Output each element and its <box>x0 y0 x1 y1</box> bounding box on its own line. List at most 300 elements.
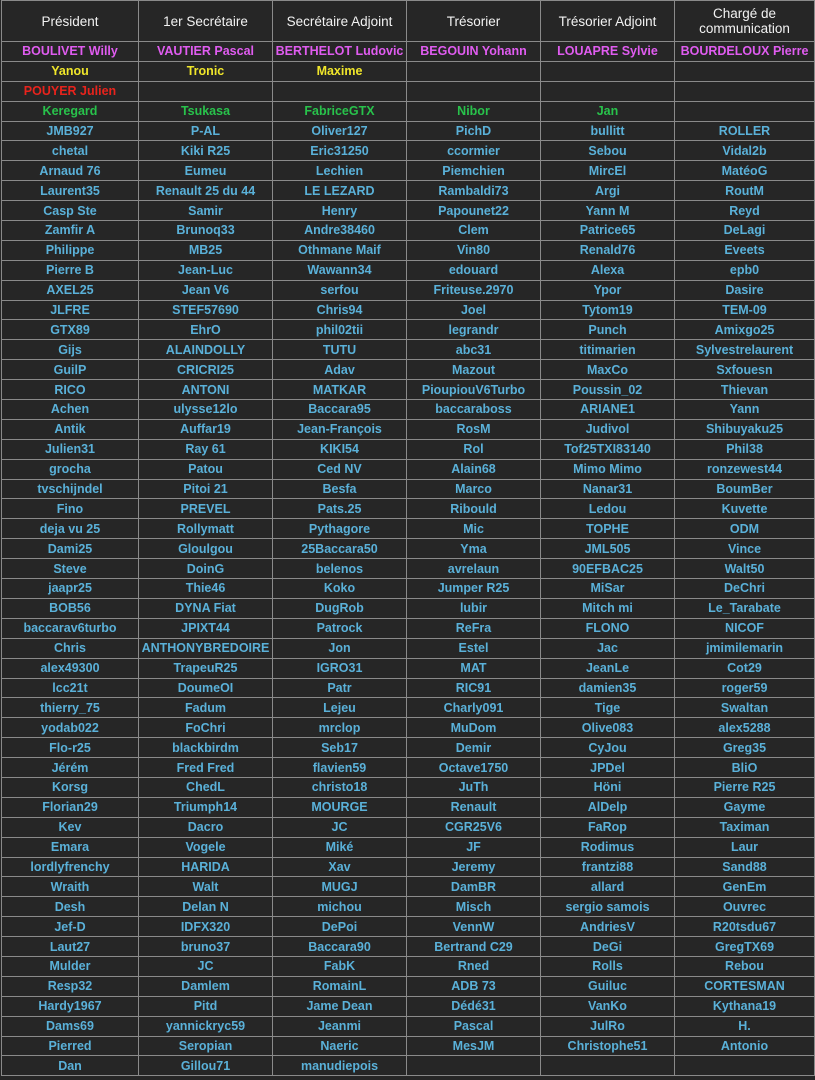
table-cell: sergio samois <box>541 897 675 917</box>
table-cell: MircEl <box>541 161 675 181</box>
table-cell: FabriceGTX <box>273 101 407 121</box>
table-cell: BOULIVET Willy <box>2 42 139 62</box>
table-cell: Eric31250 <box>273 141 407 161</box>
table-row <box>2 439 815 459</box>
table-cell: Joel <box>407 300 541 320</box>
table-cell: Gillou71 <box>139 1056 273 1076</box>
table-cell: Ribould <box>407 499 541 519</box>
table-cell: Besfa <box>273 479 407 499</box>
table-cell: Sebou <box>541 141 675 161</box>
table-row <box>2 797 815 817</box>
table-row <box>2 917 815 937</box>
table-cell: JMB927 <box>2 121 139 141</box>
table-cell: RosM <box>407 419 541 439</box>
table-cell: Gijs <box>2 340 139 360</box>
table-row <box>2 42 815 62</box>
table-cell: Bertrand C29 <box>407 937 541 957</box>
table-cell: Renald76 <box>541 240 675 260</box>
table-cell: lubir <box>407 598 541 618</box>
table-cell: Renault 25 du 44 <box>139 181 273 201</box>
table-cell: Mulder <box>2 956 139 976</box>
table-cell: jaapr25 <box>2 579 139 599</box>
table-cell <box>139 81 273 101</box>
table-cell: TEM-09 <box>675 300 815 320</box>
header-row <box>2 1 815 42</box>
table-cell: ANTONI <box>139 380 273 400</box>
table-cell: Fadum <box>139 698 273 718</box>
table-cell: PioupiouV6Turbo <box>407 380 541 400</box>
table-cell: JLFRE <box>2 300 139 320</box>
table-row <box>2 380 815 400</box>
table-cell: FabK <box>273 956 407 976</box>
table-cell: AXEL25 <box>2 280 139 300</box>
table-cell: FaRop <box>541 817 675 837</box>
table-cell: IDFX320 <box>139 917 273 937</box>
table-cell: Yann <box>675 400 815 420</box>
table-row <box>2 400 815 420</box>
table-cell: IGRO31 <box>273 658 407 678</box>
table-cell: Steve <box>2 559 139 579</box>
table-cell: MiSar <box>541 579 675 599</box>
table-cell: Clem <box>407 221 541 241</box>
table-cell: GregTX69 <box>675 937 815 957</box>
table-cell: DugRob <box>273 598 407 618</box>
table-cell: Dacro <box>139 817 273 837</box>
table-cell: Patr <box>273 678 407 698</box>
table-cell: manudiepois <box>273 1056 407 1076</box>
table-cell: deja vu 25 <box>2 519 139 539</box>
table-cell: Jean-Luc <box>139 260 273 280</box>
table-cell: abc31 <box>407 340 541 360</box>
table-cell: Tsukasa <box>139 101 273 121</box>
table-cell: Kythana19 <box>675 996 815 1016</box>
table-cell: Poussin_02 <box>541 380 675 400</box>
table-cell: KIKI54 <box>273 439 407 459</box>
table-row <box>2 519 815 539</box>
table-row <box>2 240 815 260</box>
table-row <box>2 260 815 280</box>
table-cell: Antonio <box>675 1036 815 1056</box>
table-cell: Pierre R25 <box>675 777 815 797</box>
table-cell: Maxime <box>273 61 407 81</box>
table-cell: Delan N <box>139 897 273 917</box>
table-cell: edouard <box>407 260 541 280</box>
table-cell: Adav <box>273 360 407 380</box>
table-cell: Emara <box>2 837 139 857</box>
table-cell: Jeanmi <box>273 1016 407 1036</box>
table-cell: PREVEL <box>139 499 273 519</box>
table-cell: tvschijndel <box>2 479 139 499</box>
table-cell: christo18 <box>273 777 407 797</box>
table-cell: bullitt <box>541 121 675 141</box>
table-row <box>2 618 815 638</box>
table-cell: BOURDELOUX Pierre <box>675 42 815 62</box>
table-cell: alex5288 <box>675 718 815 738</box>
table-cell: Jac <box>541 638 675 658</box>
table-cell: Baccara95 <box>273 400 407 420</box>
table-cell <box>675 61 815 81</box>
table-row <box>2 996 815 1016</box>
table-cell: Thievan <box>675 380 815 400</box>
table-cell: Gayme <box>675 797 815 817</box>
table-row <box>2 897 815 917</box>
table-cell: BEGOUIN Yohann <box>407 42 541 62</box>
table-cell: Jon <box>273 638 407 658</box>
table-cell: Vidal2b <box>675 141 815 161</box>
table-cell: Friteuse.2970 <box>407 280 541 300</box>
table-cell: Tytom19 <box>541 300 675 320</box>
table-cell: Henry <box>273 201 407 221</box>
table-cell: AndriesV <box>541 917 675 937</box>
table-cell: H. <box>675 1016 815 1036</box>
table-cell: Baccara90 <box>273 937 407 957</box>
table-cell: ccormier <box>407 141 541 161</box>
table-cell: MUGJ <box>273 877 407 897</box>
table-row <box>2 678 815 698</box>
header-treasurer: Trésorier <box>407 1 541 42</box>
table-cell: Tof25TXI83140 <box>541 439 675 459</box>
table-row <box>2 499 815 519</box>
table-cell: Samir <box>139 201 273 221</box>
table-cell: Pats.25 <box>273 499 407 519</box>
table-cell: JuTh <box>407 777 541 797</box>
table-row <box>2 101 815 121</box>
header-deputy-treasurer: Trésorier Adjoint <box>541 1 675 42</box>
table-cell: BERTHELOT Ludovic <box>273 42 407 62</box>
table-cell: Olive083 <box>541 718 675 738</box>
table-cell: POUYER Julien <box>2 81 139 101</box>
table-row <box>2 300 815 320</box>
table-row <box>2 61 815 81</box>
table-cell: Argi <box>541 181 675 201</box>
table-row <box>2 817 815 837</box>
table-cell: ODM <box>675 519 815 539</box>
table-cell: serfou <box>273 280 407 300</box>
table-cell: lordlyfrenchy <box>2 857 139 877</box>
table-cell: VennW <box>407 917 541 937</box>
table-cell: JC <box>273 817 407 837</box>
table-cell: Kuvette <box>675 499 815 519</box>
table-cell: Resp32 <box>2 976 139 996</box>
table-cell: JC <box>139 956 273 976</box>
table-cell: Julien31 <box>2 439 139 459</box>
table-row <box>2 877 815 897</box>
table-cell: ALAINDOLLY <box>139 340 273 360</box>
table-cell: Le_Tarabate <box>675 598 815 618</box>
table-cell: MAT <box>407 658 541 678</box>
table-cell: Jean V6 <box>139 280 273 300</box>
table-cell: Judivol <box>541 419 675 439</box>
table-cell: Hardy1967 <box>2 996 139 1016</box>
table-cell: Chris <box>2 638 139 658</box>
table-cell: Cot29 <box>675 658 815 678</box>
table-cell: DYNA Fiat <box>139 598 273 618</box>
table-cell: Pierred <box>2 1036 139 1056</box>
table-row <box>2 976 815 996</box>
table-cell: Vin80 <box>407 240 541 260</box>
table-cell: Rebou <box>675 956 815 976</box>
table-row <box>2 638 815 658</box>
table-row <box>2 718 815 738</box>
table-row <box>2 121 815 141</box>
table-cell: Jan <box>541 101 675 121</box>
table-cell: Fino <box>2 499 139 519</box>
table-cell: Yanou <box>2 61 139 81</box>
table-cell: Tige <box>541 698 675 718</box>
table-cell: Swaltan <box>675 698 815 718</box>
table-row <box>2 598 815 618</box>
table-cell: Ray 61 <box>139 439 273 459</box>
table-row <box>2 658 815 678</box>
table-cell: BoumBer <box>675 479 815 499</box>
table-cell: Jérém <box>2 758 139 778</box>
table-cell: MaxCo <box>541 360 675 380</box>
table-cell: Rambaldi73 <box>407 181 541 201</box>
table-cell: JML505 <box>541 539 675 559</box>
table-cell: ChedL <box>139 777 273 797</box>
table-cell: Damlem <box>139 976 273 996</box>
header-deputy-secretary: Secrétaire Adjoint <box>273 1 407 42</box>
table-cell: TrapeuR25 <box>139 658 273 678</box>
table-cell: DoumeOI <box>139 678 273 698</box>
table-row <box>2 758 815 778</box>
table-cell: Charly091 <box>407 698 541 718</box>
table-cell: ADB 73 <box>407 976 541 996</box>
table-cell: Dan <box>2 1056 139 1076</box>
table-cell: Ypor <box>541 280 675 300</box>
table-cell: Rolls <box>541 956 675 976</box>
table-cell: ulysse12lo <box>139 400 273 420</box>
table-cell: LE LEZARD <box>273 181 407 201</box>
table-cell: LOUAPRE Sylvie <box>541 42 675 62</box>
table-cell: Pitd <box>139 996 273 1016</box>
table-cell: Nanar31 <box>541 479 675 499</box>
table-row <box>2 937 815 957</box>
table-cell: blackbirdm <box>139 738 273 758</box>
table-row <box>2 559 815 579</box>
table-cell: epb0 <box>675 260 815 280</box>
table-cell: baccaraboss <box>407 400 541 420</box>
table-cell: RoutM <box>675 181 815 201</box>
table-cell: Amixgo25 <box>675 320 815 340</box>
table-cell: allard <box>541 877 675 897</box>
table-cell: Estel <box>407 638 541 658</box>
table-cell: Patrock <box>273 618 407 638</box>
table-cell: Seb17 <box>273 738 407 758</box>
table-cell: FoChri <box>139 718 273 738</box>
table-cell: CORTESMAN <box>675 976 815 996</box>
table-cell: BliO <box>675 758 815 778</box>
table-cell: MesJM <box>407 1036 541 1056</box>
table-cell: Demir <box>407 738 541 758</box>
member-table <box>1 0 815 1076</box>
table-cell: Antik <box>2 419 139 439</box>
table-body <box>2 42 815 1076</box>
table-cell: JF <box>407 837 541 857</box>
table-cell: Phil38 <box>675 439 815 459</box>
table-cell: lcc21t <box>2 678 139 698</box>
table-row <box>2 479 815 499</box>
table-cell: Dasire <box>675 280 815 300</box>
table-cell: frantzi88 <box>541 857 675 877</box>
table-cell: Koko <box>273 579 407 599</box>
table-cell: Christophe51 <box>541 1036 675 1056</box>
table-cell: Punch <box>541 320 675 340</box>
table-cell: DeChri <box>675 579 815 599</box>
table-cell: Guiluc <box>541 976 675 996</box>
table-row <box>2 738 815 758</box>
table-cell: Kiki R25 <box>139 141 273 161</box>
table-cell: Walt <box>139 877 273 897</box>
table-cell: Renault <box>407 797 541 817</box>
table-cell: yannickryc59 <box>139 1016 273 1036</box>
table-cell: RICO <box>2 380 139 400</box>
table-row <box>2 1016 815 1036</box>
table-cell: Sylvestrelaurent <box>675 340 815 360</box>
table-cell: Lejeu <box>273 698 407 718</box>
table-cell: FLONO <box>541 618 675 638</box>
header-communication-officer-text: Chargé de communication <box>699 5 790 36</box>
table-cell: titimarien <box>541 340 675 360</box>
table-cell: GenEm <box>675 877 815 897</box>
table-cell: Reyd <box>675 201 815 221</box>
table-cell: Mazout <box>407 360 541 380</box>
table-cell: Laur <box>675 837 815 857</box>
table-cell: Walt50 <box>675 559 815 579</box>
table-row <box>2 956 815 976</box>
table-row <box>2 340 815 360</box>
table-cell: TUTU <box>273 340 407 360</box>
table-cell <box>675 1056 815 1076</box>
table-row <box>2 360 815 380</box>
table-cell: Piemchien <box>407 161 541 181</box>
table-cell: Pierre B <box>2 260 139 280</box>
table-cell: Othmane Maif <box>273 240 407 260</box>
table-cell: Korsg <box>2 777 139 797</box>
table-cell: Laut27 <box>2 937 139 957</box>
table-cell: RomainL <box>273 976 407 996</box>
table-row <box>2 280 815 300</box>
table-cell: Alain68 <box>407 459 541 479</box>
table-cell: STEF57690 <box>139 300 273 320</box>
table-cell: RIC91 <box>407 678 541 698</box>
table-cell: legrandr <box>407 320 541 340</box>
table-cell: Flo-r25 <box>2 738 139 758</box>
table-cell: VanKo <box>541 996 675 1016</box>
table-cell: mrclop <box>273 718 407 738</box>
table-cell: Rned <box>407 956 541 976</box>
table-cell: Wraith <box>2 877 139 897</box>
table-cell: JulRo <box>541 1016 675 1036</box>
table-cell: baccarav6turbo <box>2 618 139 638</box>
table-cell: JPIXT44 <box>139 618 273 638</box>
table-row <box>2 181 815 201</box>
table-cell: Mimo Mimo <box>541 459 675 479</box>
table-cell <box>541 81 675 101</box>
table-cell: Höni <box>541 777 675 797</box>
table-row <box>2 201 815 221</box>
table-cell: MatéoG <box>675 161 815 181</box>
table-cell: Auffar19 <box>139 419 273 439</box>
table-cell: Casp Ste <box>2 201 139 221</box>
table-cell <box>407 61 541 81</box>
table-cell: damien35 <box>541 678 675 698</box>
table-cell <box>407 81 541 101</box>
table-cell: Eveets <box>675 240 815 260</box>
table-cell: DePoi <box>273 917 407 937</box>
table-cell: Desh <box>2 897 139 917</box>
table-cell: Jame Dean <box>273 996 407 1016</box>
table-cell: Andre38460 <box>273 221 407 241</box>
table-cell: Shibuyaku25 <box>675 419 815 439</box>
table-cell: Nibor <box>407 101 541 121</box>
table-cell: Mitch mi <box>541 598 675 618</box>
table-cell: MOURGE <box>273 797 407 817</box>
table-cell <box>407 1056 541 1076</box>
table-cell: Ledou <box>541 499 675 519</box>
table-row <box>2 161 815 181</box>
table-cell: Taximan <box>675 817 815 837</box>
table-cell: NICOF <box>675 618 815 638</box>
table-cell <box>541 61 675 81</box>
table-cell: Jeremy <box>407 857 541 877</box>
table-cell: Vogele <box>139 837 273 857</box>
table-row <box>2 539 815 559</box>
table-cell: Misch <box>407 897 541 917</box>
header-president: Président <box>2 1 139 42</box>
table-cell: belenos <box>273 559 407 579</box>
table-cell: michou <box>273 897 407 917</box>
table-cell: BOB56 <box>2 598 139 618</box>
table-cell: Fred Fred <box>139 758 273 778</box>
table-cell: MuDom <box>407 718 541 738</box>
table-cell: JPDel <box>541 758 675 778</box>
table-row <box>2 419 815 439</box>
table-cell: alex49300 <box>2 658 139 678</box>
table-cell: Philippe <box>2 240 139 260</box>
table-cell: Alexa <box>541 260 675 280</box>
table-cell: HARIDA <box>139 857 273 877</box>
table-cell: flavien59 <box>273 758 407 778</box>
table-cell: Dami25 <box>2 539 139 559</box>
table-cell: roger59 <box>675 678 815 698</box>
table-cell: Jean-François <box>273 419 407 439</box>
table-cell: Gloulgou <box>139 539 273 559</box>
table-cell: Jef-D <box>2 917 139 937</box>
table-cell: CyJou <box>541 738 675 758</box>
table-cell: GuilP <box>2 360 139 380</box>
table-cell: Jumper R25 <box>407 579 541 599</box>
table-row <box>2 81 815 101</box>
table-row <box>2 579 815 599</box>
table-cell: ANTHONYBREDOIRE <box>139 638 273 658</box>
table-cell: grocha <box>2 459 139 479</box>
table-cell: Patrice65 <box>541 221 675 241</box>
table-row <box>2 141 815 161</box>
table-cell: Naeric <box>273 1036 407 1056</box>
table-cell: Pitoi 21 <box>139 479 273 499</box>
table-cell: bruno37 <box>139 937 273 957</box>
table-cell: Oliver127 <box>273 121 407 141</box>
table-cell: Pythagore <box>273 519 407 539</box>
table-cell: jmimilemarin <box>675 638 815 658</box>
table-cell: AlDelp <box>541 797 675 817</box>
table-row <box>2 857 815 877</box>
table-cell: Brunoq33 <box>139 221 273 241</box>
table-cell: TOPHE <box>541 519 675 539</box>
table-cell: Yann M <box>541 201 675 221</box>
table-cell: Dams69 <box>2 1016 139 1036</box>
